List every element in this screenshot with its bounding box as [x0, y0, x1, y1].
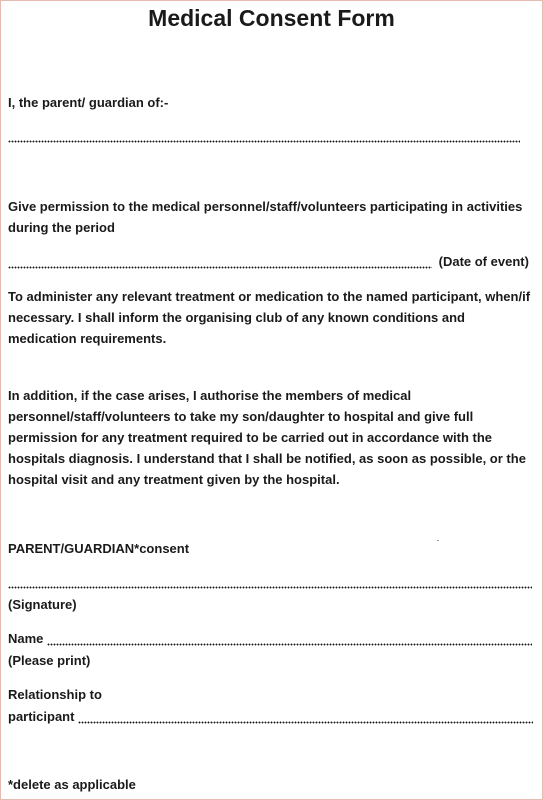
date-of-event-label: (Date of event): [438, 254, 529, 269]
relationship-field[interactable]: [8, 706, 533, 727]
signature-label: (Signature): [8, 597, 77, 612]
parent-guardian-label: I, the parent/ guardian of:-: [8, 95, 169, 110]
relationship-label: Relationship to: [8, 687, 102, 702]
relationship-dotted-line: [78, 706, 533, 727]
event-date-dotted-line: [8, 251, 432, 272]
name-field[interactable]: [8, 628, 532, 649]
child-name-dotted-line: [8, 125, 520, 146]
name-dotted-line: [47, 628, 532, 649]
parent-consent-heading: PARENT/GUARDIAN*consent: [8, 541, 190, 556]
child-name-field[interactable]: [8, 125, 520, 146]
please-print-label: (Please print): [8, 653, 91, 668]
signature-dotted-line: [8, 571, 532, 592]
administer-paragraph: To administer any relevant treatment or medication to the named participant, when/if necessary. I shall inform the organising club of any known conditions and medication requirements.: [8, 289, 531, 346]
authorisation-paragraph: In addition, if the case arises, I authorise the members of medical personnel/staff/volunteers to take my son/daughter to hospital and give full permission for any treatment required to be carried out in accordance with the hospitals diagnosis. I understand that I shall be notified, as soon as possible, or the hospital visit and any treatment given by the hospital.: [8, 388, 526, 487]
participant-label: participant: [8, 709, 75, 724]
permission-paragraph: Give permission to the medical personnel/staff/volunteers participating in activities during the period: [8, 199, 523, 235]
scan-speck: [437, 540, 439, 541]
footnote-delete-as-applicable: *delete as applicable: [8, 777, 136, 792]
form-title: Medical Consent Form: [148, 5, 395, 31]
signature-field[interactable]: [8, 571, 532, 592]
name-label: Name: [8, 631, 44, 646]
event-date-field[interactable]: [8, 251, 529, 272]
